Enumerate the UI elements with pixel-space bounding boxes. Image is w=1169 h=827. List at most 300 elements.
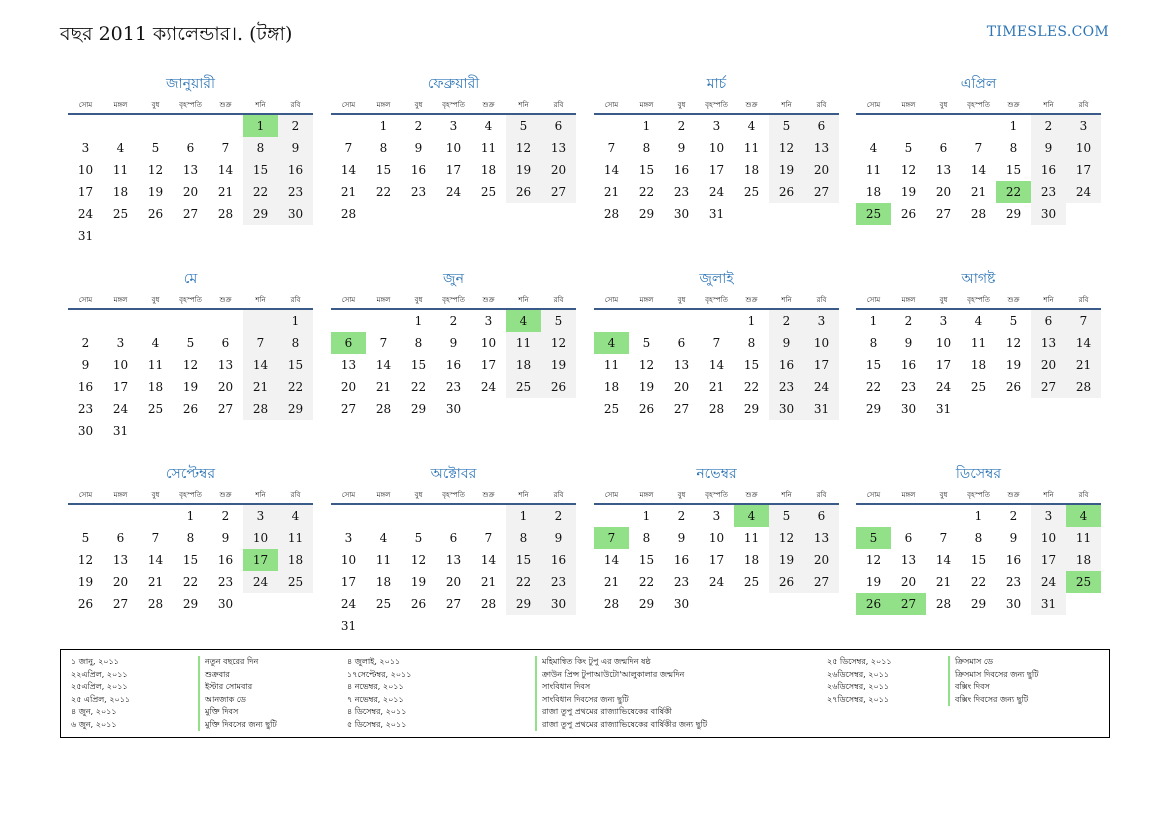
empty-cell — [103, 505, 138, 527]
month-name: ফেব্রুয়ারী — [427, 76, 480, 92]
empty-cell — [366, 615, 401, 637]
month-7 — [594, 269, 839, 420]
day-cell: 15 — [278, 354, 313, 376]
empty-cell — [366, 203, 401, 225]
weekday-label: শুক্র — [1007, 101, 1020, 109]
day-cell: 29 — [410, 402, 427, 416]
day-cell: 6 — [677, 336, 686, 350]
day-cell: 6 — [221, 336, 230, 350]
weekday-label: সোম — [866, 101, 881, 109]
day-cell: 4 — [379, 531, 388, 545]
day-cell: 2 — [769, 310, 804, 332]
day-cell: 31 — [804, 398, 839, 420]
day-cell: 6 — [449, 531, 458, 545]
day-cell: 8 — [642, 141, 651, 155]
weekday-label: রবি — [290, 101, 301, 109]
day-cell: 28 — [1066, 376, 1101, 398]
empty-cell — [734, 593, 769, 615]
day-cell: 29 — [865, 402, 882, 416]
day-cell: 29 — [278, 398, 313, 420]
day-cell: 18 — [1066, 549, 1101, 571]
day-cell: 22 — [182, 575, 199, 589]
day-cell: 6 — [186, 141, 195, 155]
day-cell: 26 — [856, 593, 891, 615]
day-grid — [856, 115, 1101, 225]
day-cell: 8 — [974, 531, 983, 545]
month-2 — [331, 74, 576, 225]
weekday-label: বৃহস্পতি — [705, 491, 728, 499]
empty-cell — [541, 398, 576, 420]
day-cell: 12 — [1005, 336, 1022, 350]
weekday-label: বৃহস্পতি — [179, 296, 202, 304]
day-cell: 29 — [743, 402, 760, 416]
month-name: ডিসেম্বর — [955, 466, 1002, 482]
day-cell: 9 — [81, 358, 90, 372]
day-cell: 7 — [1066, 310, 1101, 332]
legend-holiday-name: ক্রিসমাস ডে — [948, 656, 1039, 669]
day-cell: 1 — [642, 119, 651, 133]
day-cell: 23 — [1031, 181, 1066, 203]
day-cell: 11 — [147, 358, 164, 372]
day-cell: 18 — [375, 575, 392, 589]
weekday-label: রবি — [1078, 101, 1089, 109]
day-cell: 23 — [217, 575, 234, 589]
empty-cell — [138, 420, 173, 442]
day-cell: 2 — [677, 119, 686, 133]
page-title: বছর 2011 ক্যালেন্ডার।. (টঙ্গা) — [60, 23, 293, 45]
day-cell: 27 — [1031, 376, 1066, 398]
day-cell: 26 — [182, 402, 199, 416]
day-cell: 7 — [712, 336, 721, 350]
day-cell: 24 — [112, 402, 129, 416]
day-cell: 23 — [673, 185, 690, 199]
day-cell: 18 — [865, 185, 882, 199]
day-cell: 4 — [747, 119, 756, 133]
day-cell: 6 — [804, 505, 839, 527]
day-cell: 3 — [243, 505, 278, 527]
day-cell: 10 — [1066, 137, 1101, 159]
weekday-label: শনি — [781, 296, 792, 304]
day-cell: 17 — [708, 163, 725, 177]
day-cell: 25 — [743, 575, 760, 589]
day-cell: 9 — [414, 141, 423, 155]
day-cell: 19 — [77, 575, 94, 589]
day-grid — [68, 310, 313, 442]
day-cell: 30 — [278, 203, 313, 225]
month-10 — [331, 464, 576, 637]
weekday-header — [331, 295, 576, 305]
weekday-label: মঙ্গল — [901, 491, 916, 499]
empty-cell — [594, 115, 629, 137]
site-link[interactable]: TIMESLES.COM — [986, 24, 1109, 40]
weekday-label: শনি — [518, 101, 529, 109]
day-cell: 8 — [747, 336, 756, 350]
day-cell: 22 — [410, 380, 427, 394]
empty-cell — [366, 310, 401, 332]
day-cell: 2 — [414, 119, 423, 133]
day-cell: 22 — [243, 181, 278, 203]
day-cell: 22 — [278, 376, 313, 398]
empty-cell — [996, 398, 1031, 420]
day-cell: 14 — [935, 553, 952, 567]
legend-holiday-name: রাজা তুপু প্রথমের রাজ্যাভিষেকের বার্ষিকীর জন্য ছুটি — [535, 719, 707, 732]
day-grid — [856, 505, 1101, 615]
day-cell: 7 — [379, 336, 388, 350]
weekday-label: বৃহস্পতি — [179, 101, 202, 109]
empty-cell — [173, 310, 208, 332]
empty-cell — [856, 115, 891, 137]
weekday-label: সোম — [341, 101, 356, 109]
day-cell: 18 — [480, 163, 497, 177]
day-cell: 10 — [480, 336, 497, 350]
day-cell: 12 — [182, 358, 199, 372]
day-cell: 13 — [217, 358, 234, 372]
weekday-label: সোম — [866, 491, 881, 499]
weekday-label: বুধ — [414, 101, 423, 109]
day-cell: 14 — [480, 553, 497, 567]
day-cell: 1 — [379, 119, 388, 133]
day-cell: 17 — [445, 163, 462, 177]
day-cell: 20 — [1031, 354, 1066, 376]
day-cell: 12 — [769, 527, 804, 549]
weekday-label: শুক্র — [745, 101, 758, 109]
day-cell: 27 — [340, 402, 357, 416]
day-cell: 13 — [900, 553, 917, 567]
weekday-label: সোম — [604, 101, 619, 109]
day-cell: 21 — [480, 575, 497, 589]
day-cell: 16 — [445, 358, 462, 372]
day-cell: 1 — [243, 115, 278, 137]
weekday-label: সোম — [604, 491, 619, 499]
holiday-legend — [60, 649, 1110, 738]
legend-names-col-3 — [948, 656, 1039, 706]
legend-date: ২৫ এপ্রিল, ২০১১ — [71, 694, 131, 704]
day-cell: 26 — [410, 597, 427, 611]
day-cell: 2 — [1031, 115, 1066, 137]
day-cell: 27 — [804, 181, 839, 203]
day-cell: 18 — [970, 358, 987, 372]
day-cell: 6 — [541, 115, 576, 137]
day-cell: 7 — [974, 141, 983, 155]
day-cell: 28 — [970, 207, 987, 221]
day-cell: 27 — [217, 402, 234, 416]
day-cell: 3 — [712, 119, 721, 133]
day-cell: 15 — [638, 163, 655, 177]
empty-cell — [961, 115, 996, 137]
day-cell: 5 — [856, 527, 891, 549]
day-cell: 21 — [1066, 354, 1101, 376]
empty-cell — [471, 398, 506, 420]
month-name: জানুয়ারী — [166, 76, 215, 92]
weekday-header — [856, 490, 1101, 500]
day-cell: 2 — [541, 505, 576, 527]
day-cell: 31 — [340, 619, 357, 633]
weekday-label: শনি — [255, 491, 266, 499]
day-cell: 2 — [1009, 509, 1018, 523]
day-cell: 20 — [445, 575, 462, 589]
day-cell: 17 — [340, 575, 357, 589]
month-8 — [856, 269, 1101, 420]
day-cell: 7 — [221, 141, 230, 155]
empty-cell — [734, 203, 769, 225]
legend-holiday-name: বক্সিং দিবসের জন্য ছুটি — [948, 694, 1039, 707]
empty-cell — [1066, 203, 1101, 225]
empty-cell — [471, 203, 506, 225]
day-cell: 2 — [449, 314, 458, 328]
day-cell: 19 — [638, 380, 655, 394]
empty-cell — [769, 203, 804, 225]
day-cell: 5 — [81, 531, 90, 545]
day-cell: 1 — [414, 314, 423, 328]
day-cell: 24 — [480, 380, 497, 394]
day-cell: 31 — [77, 229, 94, 243]
day-cell: 10 — [445, 141, 462, 155]
day-cell: 10 — [340, 553, 357, 567]
weekday-label: শুক্র — [219, 101, 232, 109]
day-cell: 13 — [673, 358, 690, 372]
day-cell: 6 — [331, 332, 366, 354]
weekday-label: রবি — [290, 296, 301, 304]
day-cell: 17 — [1066, 159, 1101, 181]
empty-cell — [138, 310, 173, 332]
empty-cell — [541, 615, 576, 637]
day-cell: 24 — [77, 207, 94, 221]
day-cell: 28 — [480, 597, 497, 611]
empty-cell — [506, 615, 541, 637]
day-cell: 11 — [743, 531, 760, 545]
day-cell: 2 — [81, 336, 90, 350]
day-cell: 26 — [77, 597, 94, 611]
day-cell: 13 — [445, 553, 462, 567]
day-cell: 9 — [677, 141, 686, 155]
day-cell: 31 — [112, 424, 129, 438]
legend-holiday-name: ক্রিসমাস দিবসের জন্য ছুটি — [948, 669, 1039, 682]
day-cell: 1 — [642, 509, 651, 523]
day-cell: 27 — [804, 571, 839, 593]
day-cell: 6 — [1031, 310, 1066, 332]
weekday-header — [594, 490, 839, 500]
day-cell: 28 — [147, 597, 164, 611]
day-cell: 22 — [638, 575, 655, 589]
day-cell: 21 — [147, 575, 164, 589]
day-cell: 10 — [708, 531, 725, 545]
month-4 — [856, 74, 1101, 225]
day-cell: 27 — [673, 402, 690, 416]
day-cell: 21 — [217, 185, 234, 199]
day-cell: 18 — [603, 380, 620, 394]
day-cell: 22 — [506, 571, 541, 593]
day-cell: 10 — [77, 163, 94, 177]
day-cell: 8 — [186, 531, 195, 545]
weekday-label: বুধ — [939, 101, 948, 109]
empty-cell — [699, 310, 734, 332]
weekday-label: সোম — [78, 296, 93, 304]
legend-dates-col-1 — [71, 656, 130, 731]
day-cell: 30 — [769, 398, 804, 420]
day-cell: 14 — [147, 553, 164, 567]
month-name: সেপ্টেম্বর — [165, 466, 216, 482]
empty-cell — [856, 505, 891, 527]
day-cell: 30 — [1005, 597, 1022, 611]
legend-holiday-name: শুক্রবার — [198, 669, 277, 682]
month-11 — [594, 464, 839, 615]
day-cell: 8 — [379, 141, 388, 155]
day-grid — [594, 310, 839, 420]
month-3 — [594, 74, 839, 225]
legend-date: ৫ ডিসেম্বর, ২০১১ — [347, 719, 407, 729]
day-cell: 3 — [939, 314, 948, 328]
day-cell: 11 — [278, 527, 313, 549]
day-cell: 30 — [1031, 203, 1066, 225]
day-cell: 7 — [939, 531, 948, 545]
day-grid — [331, 310, 576, 420]
day-cell: 5 — [1009, 314, 1018, 328]
day-cell: 3 — [1066, 115, 1101, 137]
day-cell: 15 — [638, 553, 655, 567]
day-cell: 13 — [112, 553, 129, 567]
empty-cell — [891, 505, 926, 527]
weekday-label: শুক্র — [745, 491, 758, 499]
empty-cell — [208, 310, 243, 332]
legend-holiday-name: আনজাক ডে — [198, 694, 277, 707]
legend-dates-col-3 — [827, 656, 892, 706]
day-cell: 16 — [77, 380, 94, 394]
day-cell: 28 — [375, 402, 392, 416]
weekday-label: মঙ্গল — [901, 296, 916, 304]
weekday-label: শনি — [1043, 491, 1054, 499]
day-cell: 8 — [243, 137, 278, 159]
empty-cell — [401, 615, 436, 637]
day-cell: 8 — [278, 332, 313, 354]
legend-date: ২৬ডিসেম্বর, ২০১১ — [827, 682, 890, 691]
empty-cell — [699, 593, 734, 615]
legend-names-col-2 — [535, 656, 707, 731]
day-cell: 21 — [603, 185, 620, 199]
month-name: এপ্রিল — [960, 76, 997, 92]
day-cell: 9 — [541, 527, 576, 549]
day-cell: 22 — [375, 185, 392, 199]
empty-cell — [278, 225, 313, 247]
day-cell: 17 — [804, 354, 839, 376]
day-cell: 20 — [112, 575, 129, 589]
weekday-label: রবি — [816, 101, 827, 109]
day-cell: 2 — [278, 115, 313, 137]
day-cell: 21 — [375, 380, 392, 394]
day-cell: 9 — [1009, 531, 1018, 545]
weekday-label: বৃহস্পতি — [442, 296, 465, 304]
day-cell: 10 — [804, 332, 839, 354]
weekday-label: শনি — [518, 491, 529, 499]
day-cell: 12 — [541, 332, 576, 354]
day-cell: 19 — [541, 354, 576, 376]
day-cell: 10 — [243, 527, 278, 549]
weekday-label: বুধ — [939, 296, 948, 304]
day-cell: 17 — [935, 358, 952, 372]
weekday-label: বুধ — [151, 101, 160, 109]
weekday-label: রবি — [1078, 296, 1089, 304]
day-cell: 20 — [804, 549, 839, 571]
day-cell: 1 — [869, 314, 878, 328]
day-cell: 13 — [804, 137, 839, 159]
day-cell: 8 — [414, 336, 423, 350]
empty-cell — [1066, 398, 1101, 420]
weekday-label: শনি — [518, 296, 529, 304]
legend-names-col-1 — [198, 656, 277, 731]
day-cell: 12 — [147, 163, 164, 177]
empty-cell — [1031, 398, 1066, 420]
weekday-label: মঙ্গল — [376, 491, 391, 499]
empty-cell — [208, 115, 243, 137]
day-cell: 7 — [607, 141, 616, 155]
day-cell: 3 — [1031, 505, 1066, 527]
day-cell: 4 — [734, 505, 769, 527]
day-cell: 30 — [217, 597, 234, 611]
day-cell: 20 — [673, 380, 690, 394]
day-cell: 29 — [970, 597, 987, 611]
day-cell: 19 — [769, 159, 804, 181]
weekday-label: বৃহস্পতি — [442, 491, 465, 499]
day-cell: 18 — [278, 549, 313, 571]
day-cell: 3 — [344, 531, 353, 545]
day-cell: 15 — [970, 553, 987, 567]
day-cell: 11 — [506, 332, 541, 354]
day-cell: 14 — [217, 163, 234, 177]
empty-cell — [243, 593, 278, 615]
day-cell: 7 — [243, 332, 278, 354]
day-grid — [68, 505, 313, 615]
day-cell: 4 — [974, 314, 983, 328]
weekday-label: মঙ্গল — [901, 101, 916, 109]
day-cell: 13 — [340, 358, 357, 372]
legend-date: ৬ জুন, ২০১১ — [71, 719, 117, 729]
month-12 — [856, 464, 1101, 615]
day-cell: 25 — [278, 571, 313, 593]
empty-cell — [103, 225, 138, 247]
day-grid — [594, 505, 839, 615]
legend-holiday-name: মহিমান্বিত কিং টুপু এর জন্মদিন ষষ্ঠ — [535, 656, 707, 669]
day-cell: 12 — [638, 358, 655, 372]
day-cell: 14 — [375, 358, 392, 372]
weekday-header — [331, 490, 576, 500]
day-grid — [331, 505, 576, 637]
weekday-label: বুধ — [939, 491, 948, 499]
day-cell: 24 — [340, 597, 357, 611]
day-cell: 30 — [900, 402, 917, 416]
day-cell: 25 — [147, 402, 164, 416]
weekday-label: রবি — [553, 491, 564, 499]
empty-cell — [891, 115, 926, 137]
day-cell: 26 — [769, 571, 804, 593]
day-cell: 27 — [891, 593, 926, 615]
day-cell: 13 — [1031, 332, 1066, 354]
weekday-label: শুক্র — [1007, 491, 1020, 499]
day-cell: 29 — [182, 597, 199, 611]
empty-cell — [401, 505, 436, 527]
day-cell: 8 — [642, 531, 651, 545]
legend-holiday-name: সাংবিধান দিবস — [535, 681, 707, 694]
day-cell: 23 — [445, 380, 462, 394]
weekday-label: শুক্র — [482, 296, 495, 304]
weekday-label: শনি — [1043, 296, 1054, 304]
day-cell: 18 — [743, 553, 760, 567]
day-cell: 13 — [541, 137, 576, 159]
weekday-label: শুক্র — [219, 296, 232, 304]
day-cell: 1 — [974, 509, 983, 523]
weekday-label: মঙ্গল — [113, 101, 128, 109]
day-cell: 3 — [804, 310, 839, 332]
day-cell: 26 — [769, 181, 804, 203]
day-cell: 27 — [182, 207, 199, 221]
